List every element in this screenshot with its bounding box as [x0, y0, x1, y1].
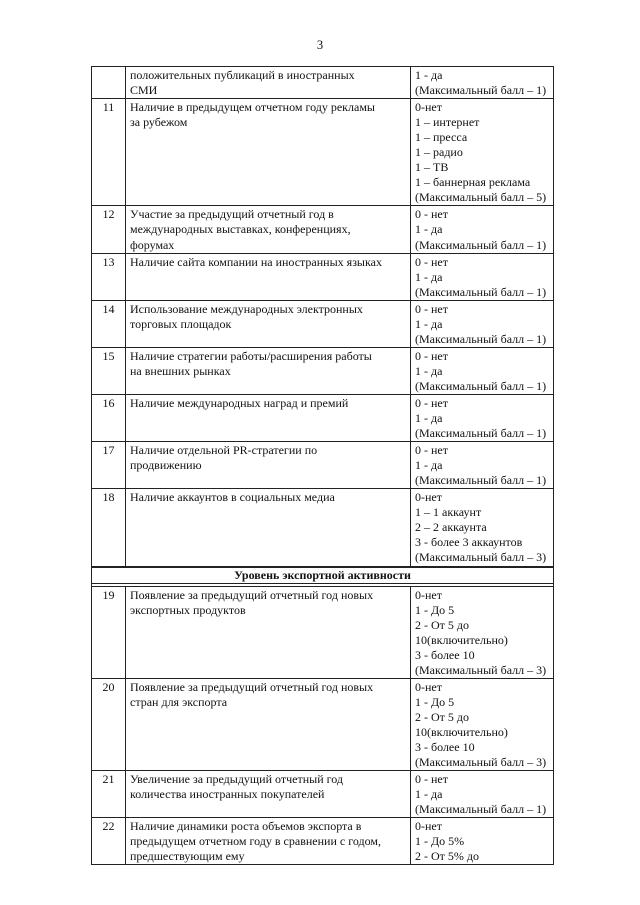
score-line: 0 - нет: [415, 348, 448, 363]
score-line: 0 - нет: [415, 395, 448, 410]
criterion-number: 13: [102, 254, 115, 269]
criterion-text: [125, 587, 410, 678]
score-cell: [410, 301, 553, 347]
score-cell: [410, 587, 553, 678]
score-cell: [410, 395, 553, 441]
criterion-line: Наличие отдельной PR-стратегии по: [130, 443, 318, 458]
score-cell: [410, 818, 553, 864]
table-row: [92, 205, 553, 252]
criterion-line: Увеличение за предыдущий отчетный год: [130, 772, 343, 787]
score-line: 1 - да: [415, 411, 443, 426]
score-line: (Максимальный балл – 3): [415, 662, 547, 677]
score-cell: [410, 67, 553, 98]
criterion-line: форумах: [130, 237, 175, 252]
score-line: 0-нет: [415, 819, 442, 834]
score-line: 0-нет: [415, 679, 442, 694]
criterion-text: [125, 99, 410, 205]
criterion-line: предшествующим ему: [130, 849, 245, 864]
criterion-line: Наличие сайта компании на иностранных языках: [130, 254, 382, 269]
score-cell: [410, 771, 553, 817]
table-row: [92, 586, 553, 678]
score-line: 1 - До 5%: [415, 834, 465, 849]
criterion-line: экспортных продуктов: [130, 602, 246, 617]
criterion-number: 20: [102, 679, 115, 694]
criterion-line: международных выставках, конференциях,: [130, 222, 351, 237]
criterion-text: [125, 679, 410, 770]
score-cell: [410, 254, 553, 300]
criterion-number: 16: [102, 395, 115, 410]
score-line: 1 - да: [415, 269, 443, 284]
criterion-text: [125, 301, 410, 347]
criterion-line: Участие за предыдущий отчетный год в: [130, 207, 334, 222]
criterion-number: 12: [102, 207, 115, 222]
criterion-line: продвижению: [130, 458, 202, 473]
table-row: [92, 98, 553, 205]
criterion-number: 15: [102, 348, 115, 363]
score-line: 1 - да: [415, 458, 443, 473]
score-line: 1 - да: [415, 363, 443, 378]
score-line: 1 – интернет: [415, 115, 480, 130]
score-line: 0-нет: [415, 100, 442, 115]
score-line: 10(включительно): [415, 724, 508, 739]
criterion-line: положительных публикаций в иностранных: [130, 68, 355, 82]
score-line: (Максимальный балл – 1): [415, 83, 547, 98]
criterion-line: Использование международных электронных: [130, 301, 363, 316]
criterion-number: 22: [102, 819, 115, 834]
criterion-line: Появление за предыдущий отчетный год новых: [130, 679, 374, 694]
score-line: (Максимальный балл – 1): [415, 802, 547, 817]
table-body-top: [92, 66, 553, 567]
criterion-text: [125, 442, 410, 488]
score-line: 3 - более 10: [415, 647, 475, 662]
score-line: 1 – 1 аккаунт: [415, 505, 482, 520]
score-cell: [410, 489, 553, 565]
criterion-line: Наличие стратегии работы/расширения работы: [130, 348, 372, 363]
score-line: 1 – баннерная реклама: [415, 175, 531, 190]
score-line: 2 - От 5% до: [415, 849, 480, 864]
score-line: (Максимальный балл – 1): [415, 237, 547, 252]
criterion-line: Наличие международных наград и премий: [130, 395, 349, 410]
criteria-table: [91, 66, 554, 865]
score-line: 0 - нет: [415, 254, 448, 269]
score-line: 1 - да: [415, 316, 443, 331]
criterion-line: Наличие динамики роста объемов экспорта в: [130, 819, 362, 834]
score-line: 2 - От 5 до: [415, 709, 470, 724]
criterion-text: [125, 489, 410, 565]
score-line: 1 – ТВ: [415, 160, 449, 175]
criterion-text: [125, 395, 410, 441]
score-line: 3 - более 3 аккаунтов: [415, 535, 523, 550]
score-line: 1 - да: [415, 68, 443, 82]
criterion-text: [125, 206, 410, 252]
criterion-line: за рубежом: [130, 115, 188, 130]
page-number: 3: [316, 38, 324, 52]
criterion-text: [125, 771, 410, 817]
table-row: [92, 300, 553, 347]
score-line: 1 – радио: [415, 145, 463, 160]
score-line: 2 - От 5 до: [415, 617, 470, 632]
criterion-text: [125, 818, 410, 864]
table-row: [92, 817, 553, 865]
table-row: [92, 678, 553, 770]
table-row: [92, 770, 553, 817]
criterion-text: [125, 67, 410, 98]
score-line: (Максимальный балл – 1): [415, 284, 547, 299]
criterion-number: 19: [102, 587, 115, 602]
score-line: 0 - нет: [415, 772, 448, 787]
criterion-number: [92, 67, 125, 98]
criterion-number: 11: [102, 100, 115, 115]
criterion-number: 18: [102, 490, 115, 505]
criterion-line: Появление за предыдущий отчетный год новых: [130, 587, 374, 602]
criterion-line: предыдущем отчетном году в сравнении с годом,: [130, 834, 381, 849]
section-heading: Уровень экспортной активности: [92, 567, 553, 583]
criterion-line: СМИ: [130, 83, 158, 98]
score-cell: [410, 348, 553, 394]
criterion-line: Наличие аккаунтов в социальных медиа: [130, 490, 335, 505]
criterion-number: 14: [102, 301, 115, 316]
score-cell: [410, 442, 553, 488]
criterion-text: [125, 254, 410, 300]
score-line: (Максимальный балл – 1): [415, 378, 547, 393]
score-line: 1 – пресса: [415, 130, 468, 145]
score-line: (Максимальный балл – 3): [415, 755, 547, 770]
score-line: 1 - До 5: [415, 602, 455, 617]
table-row: [92, 347, 553, 394]
score-cell: [410, 99, 553, 205]
score-line: 1 - да: [415, 222, 443, 237]
score-line: 0 - нет: [415, 301, 448, 316]
score-line: 0 - нет: [415, 443, 448, 458]
score-line: 0 - нет: [415, 207, 448, 222]
score-line: 3 - более 10: [415, 739, 475, 754]
criterion-line: количества иностранных покупателей: [130, 787, 325, 802]
criterion-line: торговых площадок: [130, 316, 232, 331]
criterion-number: 21: [102, 772, 115, 787]
score-line: 0-нет: [415, 490, 442, 505]
table-body-bottom: [92, 586, 553, 866]
criterion-text: [125, 348, 410, 394]
table-row: [92, 394, 553, 441]
score-line: (Максимальный балл – 1): [415, 473, 547, 488]
score-line: 10(включительно): [415, 632, 508, 647]
score-line: 0-нет: [415, 587, 442, 602]
score-line: (Максимальный балл – 1): [415, 426, 547, 441]
score-cell: [410, 679, 553, 770]
table-row: [92, 66, 553, 98]
score-line: (Максимальный балл – 5): [415, 190, 547, 205]
criterion-line: стран для экспорта: [130, 694, 228, 709]
criterion-number: 17: [102, 443, 115, 458]
score-cell: [410, 206, 553, 252]
table-row: [92, 488, 553, 566]
criterion-line: Наличие в предыдущем отчетном году рекламы: [130, 100, 375, 115]
score-line: 1 - До 5: [415, 694, 455, 709]
score-line: 2 – 2 аккаунта: [415, 520, 487, 535]
score-line: (Максимальный балл – 1): [415, 331, 547, 346]
score-line: 1 - да: [415, 787, 443, 802]
table-row: [92, 441, 553, 488]
table-row: [92, 253, 553, 300]
criterion-line: на внешних рынках: [130, 363, 231, 378]
score-line: (Максимальный балл – 3): [415, 550, 547, 565]
